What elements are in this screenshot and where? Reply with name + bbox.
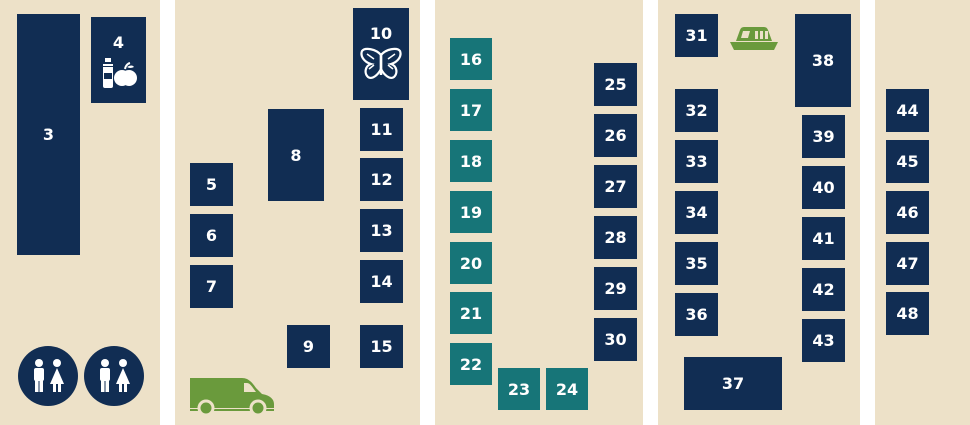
booth-5[interactable] (190, 163, 233, 206)
booth-label: 32 (685, 101, 708, 120)
butterfly-icon (359, 47, 403, 81)
booth-label: 30 (604, 330, 627, 349)
booth-6[interactable] (190, 214, 233, 257)
booth-label: 40 (812, 178, 835, 197)
booth-label: 13 (370, 221, 393, 240)
booth-45[interactable] (886, 140, 929, 183)
restroom-icon (28, 358, 68, 394)
booth-label: 23 (507, 379, 531, 399)
booth-label: 11 (370, 120, 393, 139)
booth-label: 31 (685, 26, 708, 45)
booth-label: 47 (896, 254, 919, 273)
booth-4[interactable] (91, 17, 146, 103)
booth-label: 44 (896, 101, 919, 120)
booth-10[interactable] (353, 8, 409, 100)
booth-label: 33 (685, 152, 708, 171)
booth-label: 4 (112, 33, 125, 52)
booth-label: 8 (290, 145, 302, 165)
booth-label: 41 (812, 229, 835, 248)
booth-47[interactable] (886, 242, 929, 285)
booth-22[interactable] (450, 343, 492, 385)
booth-label: 39 (812, 127, 835, 146)
booth-9[interactable] (287, 325, 330, 368)
booth-label: 20 (459, 253, 483, 273)
booth-23[interactable] (498, 368, 540, 410)
booth-15[interactable] (360, 325, 403, 368)
booth-label: 5 (205, 175, 218, 194)
booth-label: 7 (205, 277, 218, 296)
booth-label: 6 (205, 226, 218, 245)
booth-label: 15 (370, 337, 393, 356)
booth-41[interactable] (802, 217, 845, 260)
booth-36[interactable] (675, 293, 718, 336)
booth-21[interactable] (450, 292, 492, 334)
booth-25[interactable] (594, 63, 637, 106)
booth-18[interactable] (450, 140, 492, 182)
booth-12[interactable] (360, 158, 403, 201)
booth-24[interactable] (546, 368, 588, 410)
booth-3[interactable] (17, 14, 80, 255)
van-icon (188, 374, 278, 416)
booth-7[interactable] (190, 265, 233, 308)
booth-29[interactable] (594, 267, 637, 310)
booth-43[interactable] (802, 319, 845, 362)
booth-label: 27 (604, 177, 627, 196)
booth-48[interactable] (886, 292, 929, 335)
booth-33[interactable] (675, 140, 718, 183)
booth-label: 48 (896, 304, 919, 323)
booth-label: 16 (459, 49, 483, 69)
booth-label: 18 (459, 151, 483, 171)
booth-26[interactable] (594, 114, 637, 157)
booth-31[interactable] (675, 14, 718, 57)
booth-label: 37 (721, 374, 745, 393)
booth-label: 46 (896, 203, 919, 222)
restroom-2[interactable] (84, 346, 144, 406)
booth-label: 36 (685, 305, 708, 324)
booth-16[interactable] (450, 38, 492, 80)
booth-40[interactable] (802, 166, 845, 209)
booth-label: 42 (812, 280, 835, 299)
booth-28[interactable] (594, 216, 637, 259)
booth-label: 34 (685, 203, 708, 222)
booth-17[interactable] (450, 89, 492, 131)
booth-27[interactable] (594, 165, 637, 208)
booth-14[interactable] (360, 260, 403, 303)
booth-label: 19 (459, 202, 483, 222)
restroom-icon (94, 358, 134, 394)
booth-34[interactable] (675, 191, 718, 234)
booth-label: 22 (459, 354, 483, 374)
booth-42[interactable] (802, 268, 845, 311)
booth-13[interactable] (360, 209, 403, 252)
booth-label: 24 (555, 379, 579, 399)
booth-8[interactable] (268, 109, 324, 201)
booth-label: 26 (604, 126, 627, 145)
booth-label: 29 (604, 279, 627, 298)
booth-label: 28 (604, 228, 627, 247)
food-and-drink-icon (99, 56, 139, 90)
booth-label: 35 (685, 254, 708, 273)
boat-icon (728, 24, 780, 52)
booth-19[interactable] (450, 191, 492, 233)
booth-label: 38 (811, 51, 835, 70)
booth-37[interactable] (684, 357, 782, 410)
booth-label: 10 (369, 24, 393, 43)
booth-30[interactable] (594, 318, 637, 361)
booth-39[interactable] (802, 115, 845, 158)
booth-label: 25 (604, 75, 627, 94)
booth-20[interactable] (450, 242, 492, 284)
booth-46[interactable] (886, 191, 929, 234)
booth-label: 3 (42, 125, 55, 144)
booth-label: 9 (302, 337, 315, 356)
booth-44[interactable] (886, 89, 929, 132)
booth-32[interactable] (675, 89, 718, 132)
booth-label: 43 (812, 331, 835, 350)
restroom-1[interactable] (18, 346, 78, 406)
booth-label: 17 (459, 100, 483, 120)
booth-38[interactable] (795, 14, 851, 107)
booth-label: 14 (370, 272, 393, 291)
booth-11[interactable] (360, 108, 403, 151)
booth-label: 12 (370, 170, 393, 189)
booth-label: 45 (896, 152, 919, 171)
booth-label: 21 (459, 303, 483, 323)
booth-35[interactable] (675, 242, 718, 285)
